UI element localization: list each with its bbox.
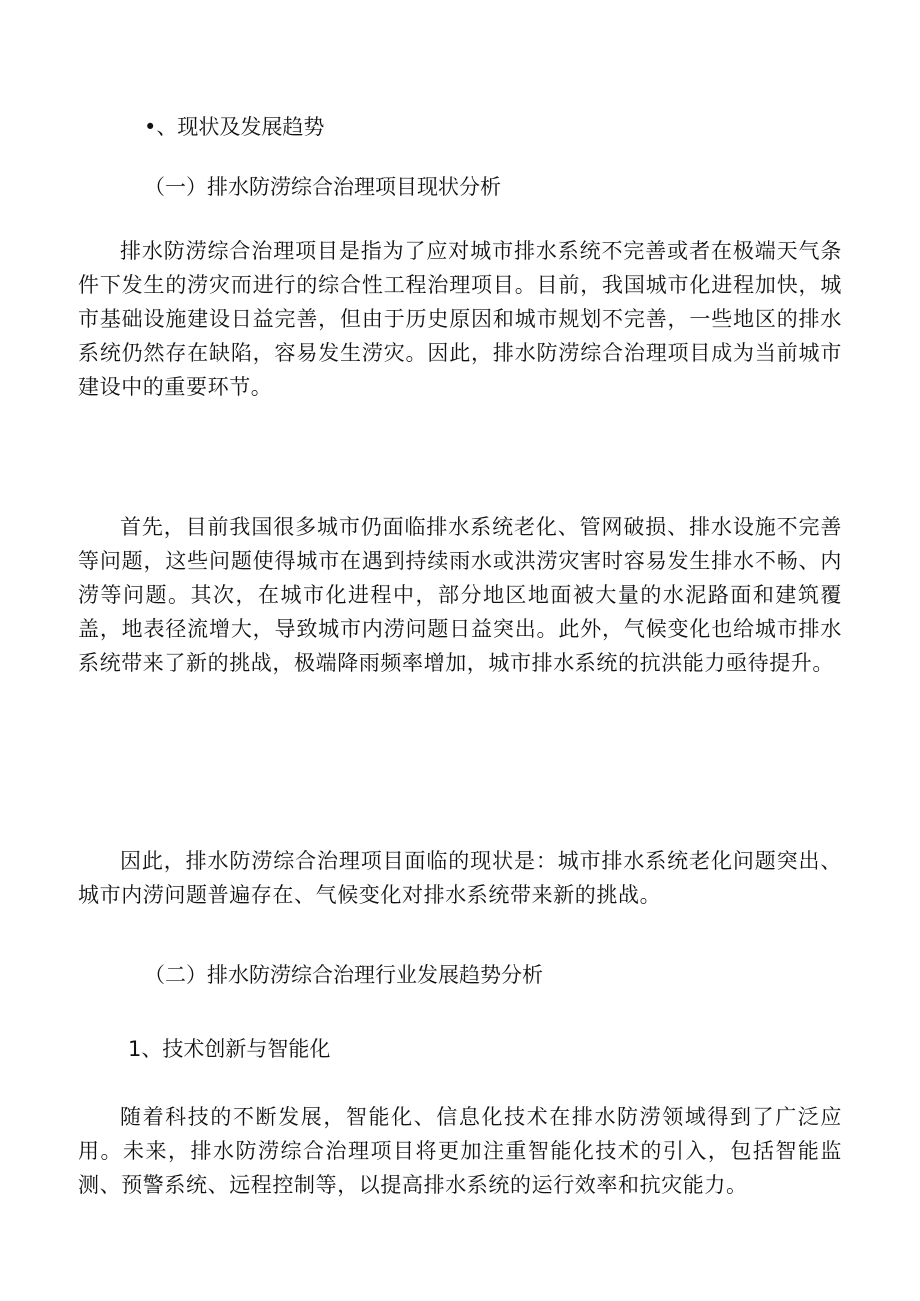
paragraph-definition: 排水防涝综合治理项目是指为了应对城市排水系统不完善或者在极端天气条件下发生的涝灾而进行的综合性工程治理项目。目前，我国城市化进程加快，城市基础设施建设日益完善，但由于历史原因和城市规划不完善，一些地区的排水系统仍然存在缺陷，容易发生涝灾。因此，排水防涝综合治理项目成为当前城市建设中的重要环节。 bbox=[78, 239, 842, 399]
item-heading-tech-innovation: 1、技术创新与智能化 bbox=[128, 1037, 331, 1061]
paragraph-summary: 因此，排水防涝综合治理项目面临的现状是：城市排水系统老化问题突出、城市内涝问题普遍存在、气候变化对排水系统带来新的挑战。 bbox=[78, 849, 842, 907]
section-heading: •、现状及发展趋势 bbox=[144, 115, 325, 139]
paragraph-problems: 首先，目前我国很多城市仍面临排水系统老化、管网破损、排水设施不完善等问题，这些问题使得城市在遇到持续雨水或洪涝灾害时容易发生排水不畅、内涝等问题。其次，在城市化进程中，部分地区地面被大量的水泥路面和建筑覆盖，地表径流增大，导致城市内涝问题日益突出。此外，气候变化也给城市排水系统带来了新的挑战，极端降雨频率增加，城市排水系统的抗洪能力亟待提升。 bbox=[78, 515, 842, 675]
paragraph-tech-innovation: 随着科技的不断发展，智能化、信息化技术在排水防涝领域得到了广泛应用。未来，排水防涝综合治理项目将更加注重智能化技术的引入，包括智能监测、预警系统、远程控制等，以提高排水系统的运行效率和抗灾能力。 bbox=[78, 1105, 842, 1197]
subsection-heading-current-status: （一）排水防涝综合治理项目现状分析 bbox=[144, 175, 501, 199]
subsection-heading-trends: （二）排水防涝综合治理行业发展趋势分析 bbox=[144, 963, 543, 987]
